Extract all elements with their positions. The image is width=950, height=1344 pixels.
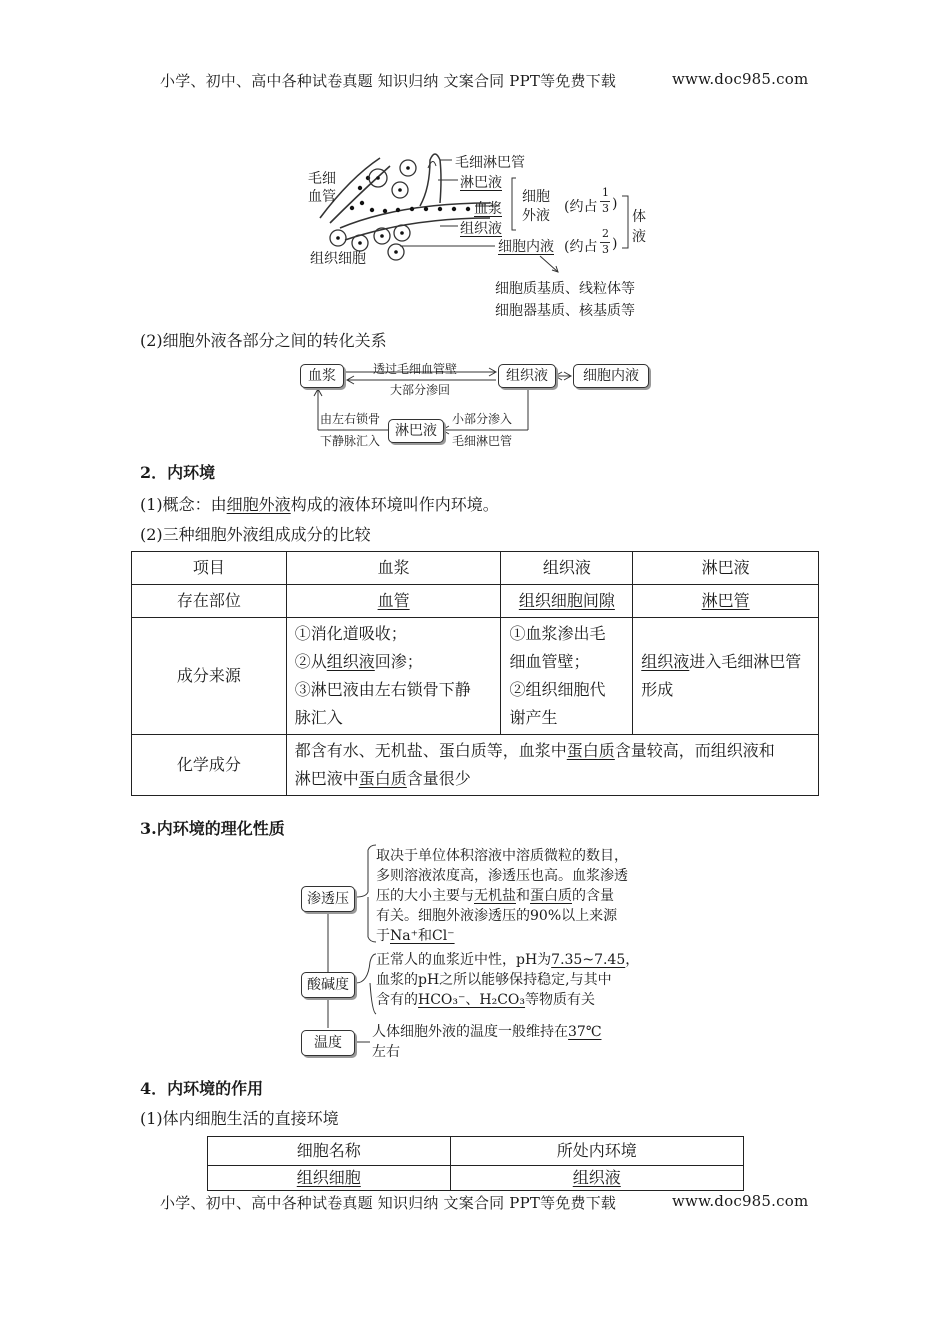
approx-label: (约占	[564, 199, 598, 215]
section-4-title: 4．内环境的作用	[140, 1079, 264, 1098]
intracellular-label: 细胞内液	[498, 239, 554, 255]
ph-text: 正常人的血浆近中性，pH为7.35~7.45， 血浆的pH之所以能够保持稳定,与其中 含有的HCO₃⁻、H₂CO₃等物质有关	[376, 952, 640, 1008]
footer-url[interactable]: www.doc985.com	[672, 1192, 809, 1210]
intracellular-box: 细胞内液	[573, 364, 649, 388]
plasma-label: 血浆	[474, 201, 502, 217]
temperature-text: 人体细胞外液的温度一般维持在37℃ 左右	[372, 1024, 602, 1060]
section-2-title: 2．内环境	[140, 463, 216, 482]
section-1-2-title: (2)细胞外液各部分之间的转化关系	[140, 331, 387, 350]
table-row	[132, 735, 819, 796]
ph-box: 酸碱度	[301, 972, 355, 998]
lymph-box: 淋巴液	[388, 419, 444, 443]
approx-label-2: (约占	[564, 239, 598, 255]
table-cell: 血管	[377, 591, 410, 610]
compare-title: (2)三种细胞外液组成成分的比较	[140, 525, 371, 544]
section-4-sub1: (1)体内细胞生活的直接环境	[140, 1109, 339, 1128]
section-3-title: 3.内环境的理化性质	[140, 819, 285, 838]
header-left: 小学、初中、高中各种试卷真题 知识归纳 文案合同 PPT等免费下载	[160, 72, 617, 90]
table-cell: 组织细胞	[296, 1168, 361, 1187]
row-label: 存在部位	[132, 585, 287, 618]
concept-line: (1)概念：由细胞外液构成的液体环境叫作内环境。	[140, 495, 499, 514]
left-path-label-2: 下静脉汇入	[320, 434, 381, 448]
table-header-row	[132, 552, 819, 585]
contents-line-2: 细胞器基质、核基质等	[495, 303, 635, 319]
capillary-label: 毛细	[308, 171, 336, 187]
body-fluid-label-2: 液	[632, 229, 646, 245]
plasma-box: 血浆	[300, 364, 344, 388]
arrow-top-label: 透过毛细血管壁	[373, 362, 458, 376]
lymph-label: 淋巴液	[460, 175, 502, 191]
cell-environment-table	[207, 1136, 744, 1191]
table-header-cell: 组织液	[501, 552, 633, 585]
row-label: 化学成分	[132, 735, 287, 796]
table-header-cell: 血浆	[286, 552, 501, 585]
table-header-cell: 细胞名称	[208, 1137, 451, 1166]
lymph-capillary-label: 毛细淋巴管	[455, 155, 525, 171]
footer-left: 小学、初中、高中各种试卷真题 知识归纳 文案合同 PPT等免费下载	[160, 1194, 617, 1212]
table-header-row	[208, 1137, 744, 1166]
tissue-source-cell: ①血浆渗出毛 细血管壁； ②组织细胞代 谢产生	[501, 618, 633, 735]
fraction-1-numerator: 1	[602, 186, 609, 199]
capillary-label-2: 血管	[308, 189, 336, 205]
fluid-compare-table	[131, 551, 819, 796]
osmotic-text: 取决于单位体积溶液中溶质微粒的数目， 多则溶液浓度高，渗透压也高。血浆渗透 压的大小主要与无机盐和蛋白质的含量 有关。细胞外液渗透压的90%以上来源 于Na⁺和Cl⁻	[376, 848, 628, 944]
table-row	[208, 1166, 744, 1191]
tissue-cell-label: 组织细胞	[310, 251, 366, 267]
fraction-1-denominator: 3	[602, 202, 609, 215]
conversion-diagram	[298, 360, 653, 450]
osmotic-box: 渗透压	[301, 886, 355, 912]
body-fluid-diagram	[290, 148, 690, 323]
fraction-2-denominator: 3	[602, 243, 609, 256]
chem-cell: 都含有水、无机盐、蛋白质等，血浆中蛋白质含量较高，而组织液和 淋巴液中蛋白质含量很少	[286, 735, 818, 796]
contents-line-1: 细胞质基质、线粒体等	[495, 281, 635, 297]
plasma-source-cell: ①消化道吸收； ②从组织液回渗； ③淋巴液由左右锁骨下静 脉汇入	[286, 618, 501, 735]
properties-diagram	[298, 842, 648, 1067]
table-header-cell: 所处内环境	[450, 1137, 743, 1166]
table-cell: 淋巴管	[701, 591, 750, 610]
table-header-cell: 淋巴液	[633, 552, 819, 585]
table-header-cell: 项目	[132, 552, 287, 585]
temperature-box: 温度	[301, 1030, 355, 1056]
table-cell: 组织细胞间隙	[518, 591, 615, 610]
tissue-fluid-label: 组织液	[460, 221, 502, 237]
extracellular-label-2: 外液	[522, 208, 550, 224]
body-fluid-label: 体	[632, 209, 646, 225]
table-cell: 组织液	[572, 1168, 621, 1187]
right-path-label-1: 小部分渗入	[452, 412, 513, 426]
tissue-fluid-box: 组织液	[498, 364, 556, 388]
header-url[interactable]: www.doc985.com	[672, 70, 809, 88]
table-row	[132, 585, 819, 618]
row-label: 成分来源	[132, 618, 287, 735]
lymph-source-cell: 组织液进入毛细淋巴管 形成	[633, 618, 819, 735]
close-paren-2: )	[612, 236, 618, 252]
arrow-bottom-label: 大部分渗回	[390, 383, 451, 397]
left-path-label-1: 由左右锁骨	[320, 412, 381, 426]
table-row	[132, 618, 819, 735]
fraction-2-numerator: 2	[602, 227, 609, 240]
right-path-label-2: 毛细淋巴管	[452, 434, 513, 448]
close-paren-1: )	[612, 196, 618, 212]
extracellular-label: 细胞	[522, 189, 550, 205]
